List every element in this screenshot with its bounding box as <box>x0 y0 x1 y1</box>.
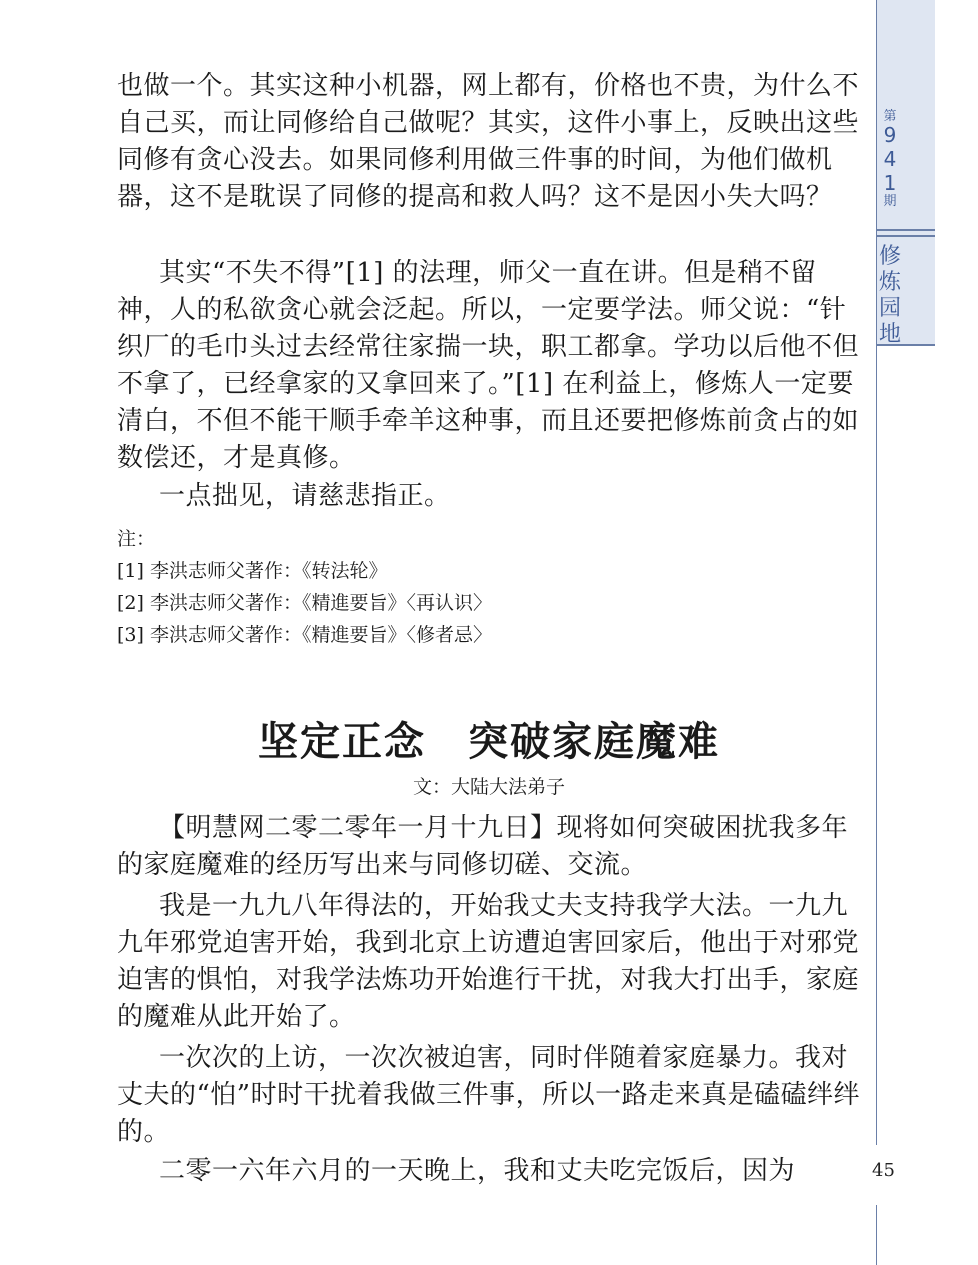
footnote-item: [1] 李洪志师父著作：《转法轮》 <box>117 560 388 582</box>
sidebar-divider <box>877 235 935 237</box>
article-author: 文：大陆大法弟子 <box>412 776 565 798</box>
body-paragraph: 【明慧网二零二零年一月十九日】现将如何突破困扰我多年的家庭魔难的经历写出来与同修切磋、交流。 <box>117 813 849 880</box>
column-title-char: 地 <box>878 322 901 347</box>
footnotes-heading: 注： <box>117 528 156 550</box>
sidebar-rule-bottom <box>876 1205 877 1265</box>
issue-digit: 4 <box>883 147 897 171</box>
issue-suffix: 期 <box>883 194 897 209</box>
issue-number <box>877 110 903 208</box>
issue-prefix: 第 <box>883 109 897 124</box>
page-number: 45 <box>872 1160 895 1181</box>
issue-digit: 1 <box>883 171 897 195</box>
column-title-char: 园 <box>878 296 901 321</box>
column-title <box>877 244 903 348</box>
article-title: 坚定正念 突破家庭魔难 <box>258 718 720 765</box>
footnotes <box>117 523 862 651</box>
body-paragraph: 二零一六年六月的一天晚上，我和丈夫吃完饭后，因为 <box>159 1156 796 1186</box>
body-paragraph: 也做一个。其实这种小机器，网上都有，价格也不贵，为什么不自己买，而让同修给自己做呢？其实，这件小事上，反映出这些同修有贪心没去。如果同修利用做三件事的时间，为他们做机器，这不是耽误了同修的提高和救人吗？这不是因小失大吗？ <box>117 71 860 212</box>
issue-digit: 9 <box>883 123 897 147</box>
footnote-item: [3] 李洪志师父著作：《精進要旨》〈修者忌〉 <box>117 624 492 646</box>
sidebar-divider <box>877 229 935 231</box>
body-paragraph: 一点拙见，请慈悲指正。 <box>159 481 451 511</box>
column-title-char: 炼 <box>878 270 901 295</box>
body-paragraph: 一次次的上访，一次次被迫害，同时伴随着家庭暴力。我对丈夫的“怕”时时干扰着我做三件事，所以一路走来真是磕磕绊绊的。 <box>117 1043 861 1147</box>
column-title-char: 修 <box>878 244 901 269</box>
footnote-item: [2] 李洪志师父著作：《精進要旨》〈再认识〉 <box>117 592 492 614</box>
body-paragraph: 其实“不失不得”[1] 的法理，师父一直在讲。但是稍不留神，人的私欲贪心就会泛起。所以，一定要学法。师父说：“针织厂的毛巾头过去经常往家揣一块，职工都拿。学功以后他不但不拿了，已经拿家的又拿回来了。”[1] 在利益上，修炼人一定要清白，不但不能干顺手牵羊这种事，而且还要把修炼前贪占的如数偿还，才是真修。 <box>117 258 860 473</box>
body-paragraph: 我是一九九八年得法的，开始我丈夫支持我学大法。一九九九年邪党迫害开始，我到北京上访遭迫害回家后，他出于对邪党迫害的惧怕，对我学法炼功开始進行干扰，对我大打出手，家庭的魔难从此开始了。 <box>117 891 860 1032</box>
